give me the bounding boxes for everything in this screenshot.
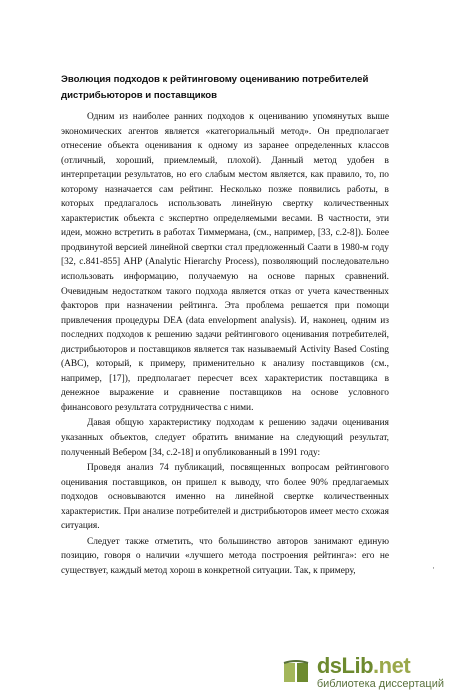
- watermark-text: [316, 652, 444, 690]
- watermark-logo[interactable]: [281, 654, 444, 690]
- brand-domain: .net: [373, 652, 411, 678]
- book-icon: [281, 657, 311, 687]
- paragraph: Следует также отметить, что большинство авторов занимают единую позицию, говоря о наличии «лучшего метода построения рейтинга»: его не существует, каждый метод хорош в конкретной ситуации. Так, к примеру,: [61, 536, 389, 576]
- body-text: [61, 110, 389, 579]
- paragraph: Давая общую характеристику подходам к решению задачи оценивания указанных объектов, следует обратить внимание на следующий результат, полученный Вебером [34, с.2-18] и опубликованный в 1991 году:: [61, 418, 389, 458]
- watermark-brand: [316, 652, 444, 678]
- watermark-subtitle: библиотека диссертаций: [316, 677, 444, 690]
- brand-name: dsLib: [316, 652, 374, 678]
- section-heading: Эволюция подходов к рейтинговому оцениванию потребителей дистрибьюторов и поставщиков: [61, 74, 369, 101]
- paragraph: Одним из наиболее ранних подходов к оцениванию упомянутых выше экономических агентов является «категориальный метод». Он предполагает отнесение объекта оценивания к одному из заранее определенных классов (отличный, хороший, приемлемый, плохой). Данный метод удобен в интерпретации результатов, но его слабым местом является, как правило, то, по которому назначается сам рейтинг. Несколько позже появились работы, в которых предлагалось использовать линейную свертку количественных характеристик объекта с экспертно определяемыми весами. В частности, эти идеи, можно встретить в работах Тиммермана, (см., например, [33, с.2-8]). Более продвинутой версией линейной свертки стал предложенный Саати в 1980-м году [32, с.841-855] AHP (Analytic Hierarchy Process), позволяющий последовательно использовать информацию, получаемую на основе парных сравнений. Очевидным недостатком такого подхода является отказ от учета качественных факторов при назначении рейтинга. Эта проблема решается при помощи привлечения процедуры DEA (data envelopment analysis). И, наконец, одним из последних подходов к решению задачи рейтингового оценивания потребителей, дистрибьюторов и поставщиков является так называемый Activity Based Costing (ABC), который, к примеру, применительно к анализу поставщиков (см., например, [17]), предполагает пересчет всех характеристик поставщика в денежное выражение и сравнение поставщиков на основе условного финансового результата сотрудничества с ними.: [61, 112, 389, 413]
- paragraph: Проведя анализ 74 публикаций, посвященных вопросам рейтингового оценивания поставщиков, он пришел к выводу, что более 90% предлагаемых подходов основываются именно на линейной свертке количественных характеристик. При анализе потребителей и дистрибьюторов имеет место схожая ситуация.: [61, 463, 389, 532]
- margin-mark: ·: [432, 563, 435, 573]
